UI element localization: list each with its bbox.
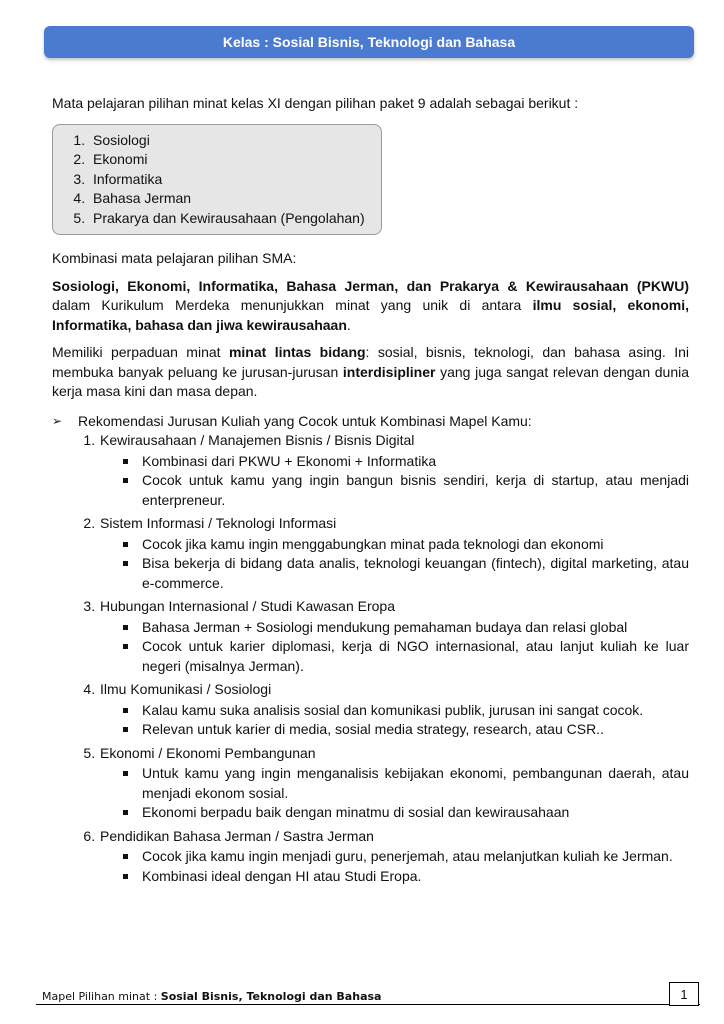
- footer-subject: Sosial Bisnis, Teknologi dan Bahasa: [160, 990, 382, 1003]
- major-item: [99, 744, 689, 823]
- footer-text: [42, 990, 381, 1003]
- combination-paragraph: [52, 277, 689, 336]
- recommendation-heading: Rekomendasi Jurusan Kuliah yang Cocok untuk Kombinasi Mapel Kamu:: [78, 412, 532, 429]
- document-body: [52, 94, 689, 890]
- major-point: Kalau kamu suka analisis sosial dan komunikasi publik, jurusan ini sangat cocok.: [120, 701, 689, 721]
- major-item: [99, 514, 689, 593]
- footer-rule: [36, 1004, 700, 1005]
- major-list: [52, 431, 689, 886]
- major-title: Sistem Informasi / Teknologi Informasi: [100, 515, 337, 531]
- major-title: Ilmu Komunikasi / Sosiologi: [100, 681, 272, 697]
- major-point: Cocok untuk kamu yang ingin bangun bisnis sendiri, kerja di startup, atau menjadi enterpreneur.: [120, 471, 689, 510]
- major-point: Ekonomi berpadu baik dengan minatmu di sosial dan kewirausahaan: [120, 803, 689, 823]
- major-point: Bahasa Jerman + Sosiologi mendukung pemahaman budaya dan relasi global: [120, 618, 689, 638]
- major-point: Untuk kamu yang ingin menganalisis kebijakan ekonomi, pembangunan daerah, atau menjadi ekonom sosial.: [120, 764, 689, 803]
- major-item: [99, 827, 689, 887]
- recommendation-heading-row: [52, 412, 689, 432]
- major-points: [100, 452, 689, 511]
- subject-list-box: [52, 124, 382, 236]
- body-text: : sosial, bisnis, teknologi, dan bahasa asing. Ini membuka banyak peluang ke jurusan-jurusan: [52, 344, 689, 380]
- major-points: [100, 764, 689, 823]
- major-item: [99, 431, 689, 510]
- major-point: Relevan untuk karier di media, sosial media strategy, research, atau CSR..: [120, 720, 689, 740]
- subject-item: 4. Bahasa Jerman: [89, 189, 381, 209]
- subject-item: 3. Informatika: [89, 170, 381, 190]
- subject-item: 5. Prakarya dan Kewirausahaan (Pengolahan): [89, 209, 381, 229]
- intro-text: Mata pelajaran pilihan minat kelas XI dengan pilihan paket 9 adalah sebagai berikut :: [52, 95, 579, 111]
- major-title: Kewirausahaan / Manajemen Bisnis / Bisnis Digital: [100, 432, 415, 448]
- page-title: Kelas : Sosial Bisnis, Teknologi dan Bahasa: [222, 34, 516, 50]
- bold-text: ilmu sosial, ekonomi, Informatika, bahasa dan jiwa kewirausahaan: [52, 297, 690, 333]
- major-points: [100, 535, 689, 594]
- subject-item: 1. Sosiologi: [89, 131, 381, 151]
- bold-text: Sosiologi, Ekonomi, Informatika, Bahasa Jerman, dan Prakarya & Kewirausahaan (PKWU): [52, 277, 689, 294]
- bold-text: interdisipliner: [342, 363, 436, 380]
- major-point: Bisa bekerja di bidang data analis, teknologi keuangan (fintech), digital marketing, atau e-commerce.: [120, 554, 689, 593]
- page-number: 1: [680, 986, 688, 1002]
- body-text: .: [346, 316, 351, 333]
- body-text: yang juga sangat relevan dengan dunia kerja masa kini dan masa depan.: [52, 363, 690, 399]
- major-title: Pendidikan Bahasa Jerman / Sastra Jerman: [100, 827, 374, 844]
- major-point: Cocok untuk karier diplomasi, kerja di NGO internasional, atau lanjut kuliah ke luar negeri (misalnya Jerman).: [120, 637, 689, 676]
- page-number-box: [669, 982, 699, 1006]
- major-item: [99, 680, 689, 740]
- major-item: [99, 597, 689, 676]
- major-title: Ekonomi / Ekonomi Pembangunan: [100, 744, 316, 761]
- bold-text: minat lintas bidang: [228, 344, 366, 360]
- body-text: dalam Kurikulum Merdeka menunjukkan minat yang unik di antara: [52, 297, 533, 313]
- major-title: Hubungan Internasional / Studi Kawasan Eropa: [100, 598, 395, 614]
- subject-list: [53, 131, 381, 229]
- major-point: Cocok jika kamu ingin menggabungkan minat pada teknologi dan ekonomi: [120, 535, 689, 555]
- footer-prefix: Mapel Pilihan minat :: [42, 990, 161, 1003]
- arrow-bullet-icon: ➢: [52, 413, 63, 428]
- major-points: [100, 847, 689, 886]
- major-points: [100, 618, 689, 677]
- body-text: Memiliki perpaduan minat: [52, 344, 229, 360]
- interest-paragraph: [52, 343, 689, 402]
- major-points: [100, 701, 689, 740]
- major-point: Cocok jika kamu ingin menjadi guru, penerjemah, atau melanjutkan kuliah ke Jerman.: [120, 847, 689, 867]
- combination-heading: Kombinasi mata pelajaran pilihan SMA:: [52, 250, 297, 266]
- subject-item: 2. Ekonomi: [89, 150, 381, 170]
- page-title-banner: [44, 26, 694, 58]
- major-point: Kombinasi ideal dengan HI atau Studi Eropa.: [120, 867, 689, 887]
- major-point: Kombinasi dari PKWU + Ekonomi + Informatika: [120, 452, 689, 472]
